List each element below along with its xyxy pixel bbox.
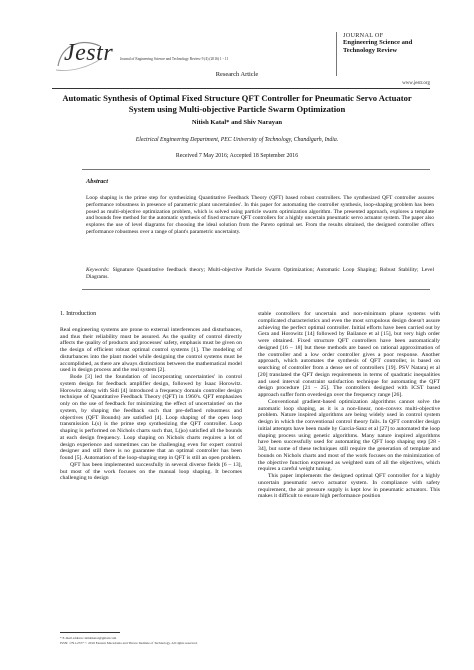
abstract-top-divider: [82, 169, 430, 170]
paragraph: Real engineering systems are prone to external interferences and disturbances, and thus their reliability must be assured. As the quality of control directly affects the quality of products and processes' safety, emphasis must be given on the design of efficient robust optimal control systems [1]. The modeling of disturbances into the plant model while designing the control systems must be accomplished, as there are always distinctions between the mathematical model used in design process and the real system [2].: [60, 326, 242, 374]
left-column: [60, 311, 242, 482]
author-affiliation: Electrical Engineering Department, PEC University of Technology, Chandigarh, India.: [135, 137, 339, 143]
abstract-heading: Abstract: [86, 178, 109, 185]
paragraph: This paper implements the designed optimal QFT controller for a highly uncertain pneumatic servo actuator system. In compliance with safety requirement, the air pressure supply is kept low in pneumatic actuators. This makes it difficult to ensure high performance position: [258, 473, 440, 500]
journal-logo-text: Jestr: [64, 40, 114, 66]
footnote-copyright: ISSN: 1791-2377 © 2016 Eastern Macedonia and Thrace Institute of Technology. All rights reserved.: [60, 640, 198, 645]
journal-website-link[interactable]: www.jestr.org: [402, 81, 430, 86]
paragraph: stable controllers for uncertain and non-minimum phase systems with complicated characteristics and even the most scrupulous design doesn't assure achieving the perfect optimal controller. Initial efforts have been carried out by Gera and Horowitz [14] followed by Bailance et al [15], but very high order were obtained. Fixed structure QFT controllers have been automatically designed [16 – 18] but these methods are based on rational approximation of the controller and a low order controller gives a poor response. Another approach, which automates the synthesis of QFT controller, is based on searching of controller from a dense set of controllers [19]. PSV Nataraj et al [20] translated the QFT design requirements in terms of quadratic inequalities and used interval constraint satisfaction technique for automating the QFT design procedure [21 – 25]. The controllers designed with ICST based approach suffer form overdesign over the frequency range [26].: [258, 311, 440, 398]
paragraph: Bode [3] led the foundation of incorporating uncertainties' in control system design for feedback amplifier design, followed by Isaac Horowitz. Horowitz along with Sidi [4] introduced a frequency domain controller design technique of Quantitative Feedback Theory (QFT) in 1960's. QFT emphasizes only on the use of feedback for minimizing the effect of uncertainties' on the system, by shaping the feedback such that pre-defined robustness and objectives (QFT Bounds) are satisfied [4]. Loop shaping of the open loop transmission L(s) is the prime step synthesizing the QFT controller. Loop shaping is performed on Nichols charts such that, L(jω) satisfied all the bounds at each design frequency. Loop shaping on Nichols charts requires a lot of design experience and sometimes can be challenging even for expert control designer and still there is no guarantee that an optimal controller has been found [5]. Automation of the loop-shaping step in QFT is still an open problem.: [60, 374, 242, 461]
article-dates: Received 7 May 2016; Accepted 18 September 2016: [175, 153, 299, 159]
article-title: Automatic Synthesis of Optimal Fixed Structure QFT Controller for Pneumatic Servo Actuator System using Multi-objective Particle Swarm Optimization: [62, 93, 412, 114]
footnote-divider: [60, 632, 120, 633]
journal-label: JOURNAL OF: [343, 32, 384, 39]
keywords-label: Keywords:: [86, 267, 110, 273]
abstract-bottom-divider: [82, 289, 430, 290]
keywords: [86, 267, 434, 281]
footnote: [60, 636, 242, 645]
article-type: Research Article: [215, 71, 259, 78]
header-divider: [52, 88, 430, 89]
article-authors: Nitish Katal* and Shiv Narayan: [191, 119, 283, 126]
journal-name: Engineering Science and Technology Review: [343, 39, 413, 55]
journal-title-block: [336, 32, 439, 76]
abstract-text: Loop shaping is the prime step for synthesizing Quantitative Feedback Theory (QFT) based robust controllers. The synthesized QFT controller assures performance robustness in presence of parametric plant uncertainties'. In this paper for automating the controller synthesis, loop-shaping problem has been posed as multi-objective optimization problem, which is solved using particle swarm optimization algorithm. The presented approach, explores a template and bounds free method for the automatic synthesis of fixed structure QFT controllers for a highly uncertain pneumatic servo actuator system. The paper also explores the use of level diagrams for choosing the ideal solution from the Pareto optimal set. From the results obtained, the designed controller offers performance robustness over a range of plant's parametric uncertainty.: [86, 195, 434, 235]
section-heading: 1. Introduction: [60, 311, 97, 317]
paragraph: Conventional gradient-based optimization algorithms cannot solve the automatic loop shaping, as it is a non-linear, non-convex multi-objective problem. Nature inspired algorithms are being widely used in control system design in which the conventional control theory fails. In QFT controller design initial attempts have been made by Garcia-Sanz et al [27] to automated the loop shaping process using genetic algorithms. Many nature inspired algorithms have been successfully used for automating the QFT loop shaping step [28 - 34], but some of these techniques still require the generation of template and bounds on Nichols charts and most of the work focuses on the minimization of the objective function expressed as weighted sum of all the objectives, which requires a careful weight tuning.: [258, 398, 440, 473]
right-column: [258, 311, 440, 500]
keywords-text: Signature Quantitative feedback theory; Multi-objective Particle Swarm Optimization; Automatic Loop Shaping; Robust Stability; Level Diagrams.: [86, 267, 434, 280]
journal-citation: Journal of Engineering Science and Technology Review 9 (4) (2016) 1 - 11: [120, 57, 229, 61]
footnote-email: * E-mail address: nitishkatal@gmail.com: [60, 636, 117, 640]
paragraph: QFT has been implemented successfully in several diverse fields [6 – 13], but most of the work focuses on the manual loop shaping. It becomes challenging to design: [60, 461, 242, 482]
